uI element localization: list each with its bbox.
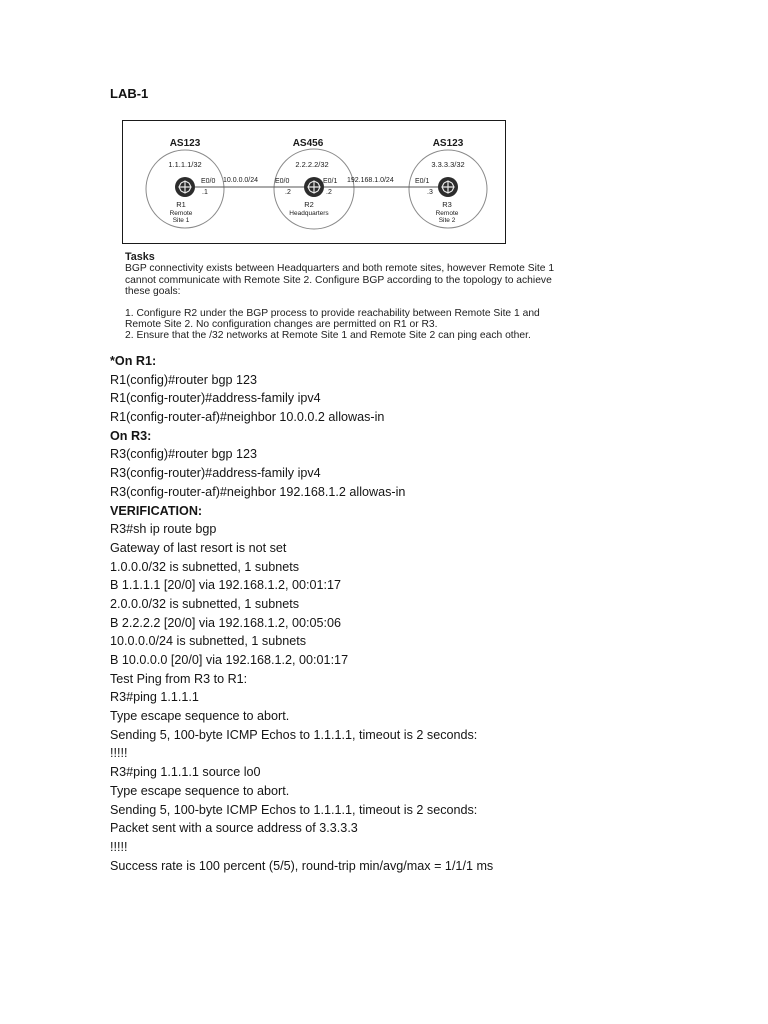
- text-line: R3#ping 1.1.1.1 source lo0: [110, 765, 261, 780]
- text-line: Packet sent with a source address of 3.3.3.3: [110, 821, 358, 836]
- r3-name: R3: [442, 200, 452, 209]
- text-line: *On R1:: [110, 354, 157, 368]
- r2-interface-left: E0/0: [275, 178, 290, 185]
- r1-name: R1: [176, 200, 186, 209]
- text-line: B 2.2.2.2 [20/0] via 192.168.1.2, 00:05:06: [110, 615, 342, 630]
- r1-site-line1: Remote: [169, 210, 193, 217]
- tasks-heading: Tasks: [125, 251, 155, 263]
- r3-site-line2: Site 2: [438, 217, 456, 224]
- text-line: Gateway of last resort is not set: [110, 540, 287, 555]
- r1-interface: E0/0: [201, 178, 216, 185]
- network-r2: 2.2.2.2/32: [295, 160, 329, 169]
- text-line: B 1.1.1.1 [20/0] via 192.168.1.2, 00:01:17: [110, 578, 342, 593]
- text-line: 1.0.0.0/32 is subnetted, 1 subnets: [110, 559, 300, 574]
- config-output: [110, 352, 493, 875]
- r3-interface: E0/1: [415, 178, 430, 185]
- network-r1: 1.1.1.1/32: [168, 160, 202, 169]
- text-line: Test Ping from R3 to R1:: [110, 671, 248, 686]
- router-icon-r1: [175, 177, 195, 197]
- text-line: Sending 5, 100-byte ICMP Echos to 1.1.1.1, timeout is 2 seconds:: [110, 802, 478, 817]
- text-line: Sending 5, 100-byte ICMP Echos to 1.1.1.1, timeout is 2 seconds:: [110, 727, 478, 742]
- r2-site-line1: Headquarters: [289, 210, 329, 217]
- text-line: Type escape sequence to abort.: [110, 783, 290, 798]
- text-line: R1(config-router-af)#neighbor 10.0.0.2 allowas-in: [110, 410, 385, 425]
- text-line: R3(config-router-af)#neighbor 192.168.1.2 allowas-in: [110, 484, 406, 499]
- tasks-intro-line: cannot communicate with Remote Site 2. Configure BGP according to the topology to achieve: [125, 274, 552, 286]
- router-icon-r3: [438, 177, 458, 197]
- r3-host: .3: [427, 189, 433, 196]
- text-line: VERIFICATION:: [110, 503, 203, 518]
- as-label-r3: AS123: [432, 138, 464, 149]
- text-line: Success rate is 100 percent (5/5), round-trip min/avg/max = 1/1/1 ms: [110, 858, 494, 873]
- text-line: R3#ping 1.1.1.1: [110, 690, 199, 705]
- r2-host-right: .2: [326, 189, 332, 196]
- r3-site-line1: Remote: [435, 210, 459, 217]
- text-line: B 10.0.0.0 [20/0] via 192.168.1.2, 00:01:17: [110, 653, 349, 667]
- tasks-intro-line: these goals:: [125, 286, 181, 298]
- r2-host-left: .2: [285, 189, 291, 196]
- link-label-left: 10.0.0.0/24: [223, 177, 259, 184]
- r2-interface-right: E0/1: [323, 178, 338, 185]
- r1-site-line2: Site 1: [172, 217, 190, 224]
- text-line: 10.0.0.0/24 is subnetted, 1 subnets: [110, 634, 307, 649]
- topology-svg: [123, 121, 507, 245]
- text-line: R3(config-router)#address-family ipv4: [110, 466, 321, 481]
- text-line: !!!!!: [110, 746, 128, 761]
- text-line: R3(config)#router bgp 123: [110, 447, 258, 462]
- text-line: On R3:: [110, 428, 152, 443]
- r2-name: R2: [304, 200, 314, 209]
- text-line: 2.0.0.0/32 is subnetted, 1 subnets: [110, 596, 300, 611]
- tasks-block: [125, 252, 585, 342]
- r1-host: .1: [202, 189, 208, 196]
- network-r3: 3.3.3.3/32: [431, 160, 465, 169]
- text-line: R1(config-router)#address-family ipv4: [110, 391, 321, 406]
- lab-title: LAB-1: [110, 86, 149, 101]
- task-item-line: Remote Site 2. No configuration changes are permitted on R1 or R3.: [125, 319, 438, 331]
- task-item-line: 2. Ensure that the /32 networks at Remote Site 1 and Remote Site 2 can ping each other.: [125, 330, 531, 342]
- as-label-r1: AS123: [169, 138, 201, 149]
- text-line: R3#sh ip route bgp: [110, 522, 217, 537]
- topology-diagram: [122, 120, 506, 244]
- text-line: Type escape sequence to abort.: [110, 709, 290, 724]
- task-item-line: 1. Configure R2 under the BGP process to provide reachability between Remote Site 1 and: [125, 307, 540, 319]
- router-icon-r2: [304, 177, 324, 197]
- link-label-right: 192.168.1.0/24: [347, 177, 394, 184]
- text-line: !!!!!: [110, 839, 128, 854]
- tasks-intro-line: BGP connectivity exists between Headquarters and both remote sites, however Remote Site 1: [125, 263, 555, 275]
- as-label-r2: AS456: [292, 138, 324, 149]
- text-line: R1(config)#router bgp 123: [110, 372, 258, 387]
